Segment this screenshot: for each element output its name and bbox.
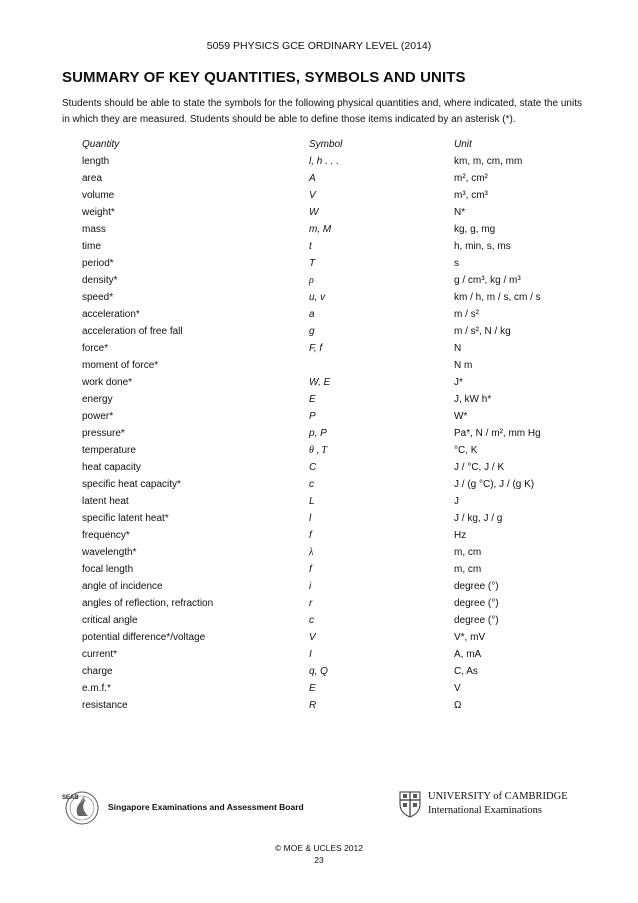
symbol-cell: c [309, 615, 314, 626]
unit-cell: A, mA [454, 649, 482, 660]
table-row [82, 428, 552, 445]
table-row [82, 156, 552, 173]
symbol-cell: g [309, 326, 315, 337]
table-row [82, 479, 552, 496]
table-row [82, 343, 552, 360]
unit-cell: J [454, 496, 459, 507]
quantity-cell: moment of force* [82, 360, 159, 371]
symbol-cell: L [309, 496, 315, 507]
unit-cell: N* [454, 207, 466, 218]
table-row [82, 241, 552, 258]
quantity-cell: power* [82, 411, 114, 422]
quantity-cell: length [82, 156, 110, 167]
unit-cell: h, min, s, ms [454, 241, 511, 252]
unit-cell: km, m, cm, mm [454, 156, 523, 167]
table-row [82, 258, 552, 275]
symbol-cell: A [309, 173, 316, 184]
quantity-cell: critical angle [82, 615, 138, 626]
cambridge-name: UNIVERSITY of CAMBRIDGE [428, 791, 568, 802]
table-row [82, 666, 552, 683]
symbol-cell: f [309, 530, 312, 541]
copyright-notice: © MOE & UCLES 2012 [275, 843, 363, 853]
unit-cell: m, cm [454, 564, 482, 575]
symbol-cell: E [309, 394, 316, 405]
symbol-cell: f [309, 564, 312, 575]
symbol-cell: V [309, 190, 316, 201]
quantity-cell: area [82, 173, 103, 184]
symbol-cell: V [309, 632, 316, 643]
quantity-cell: acceleration of free fall [82, 326, 183, 337]
quantity-cell: period* [82, 258, 114, 269]
table-row [82, 700, 552, 717]
table-row [82, 411, 552, 428]
symbol-cell: T [309, 258, 316, 269]
quantity-cell: pressure* [82, 428, 125, 439]
symbol-cell: i [309, 581, 312, 592]
quantity-cell: density* [82, 275, 118, 286]
table-row [82, 581, 552, 598]
table-row [82, 275, 552, 292]
quantity-cell: temperature [82, 445, 136, 456]
unit-cell: m, cm [454, 547, 482, 558]
quantity-cell: acceleration* [82, 309, 140, 320]
quantity-cell: angles of reflection, refraction [82, 598, 214, 609]
unit-cell: Hz [454, 530, 467, 541]
quantity-cell: angle of incidence [82, 581, 163, 592]
table-row [82, 598, 552, 615]
header-symbol: Symbol [309, 139, 343, 150]
quantity-cell: focal length [82, 564, 134, 575]
quantities-table [82, 139, 552, 717]
seab-logo-text: SEAB [62, 795, 79, 801]
symbol-cell: C [309, 462, 317, 473]
symbol-cell: θ , T [309, 445, 327, 456]
table-row [82, 615, 552, 632]
seab-branding [60, 786, 320, 826]
symbol-cell: l, h . . . [309, 156, 340, 167]
unit-cell: C, As [454, 666, 478, 677]
table-row [82, 394, 552, 411]
symbol-cell: m, M [309, 224, 332, 235]
quantity-cell: specific heat capacity* [82, 479, 181, 490]
unit-cell: N m [454, 360, 473, 371]
unit-cell: J / kg, J / g [454, 513, 503, 524]
quantity-cell: volume [82, 190, 115, 201]
unit-cell: W* [454, 411, 468, 422]
symbol-cell: W [309, 207, 319, 218]
seab-logo-icon [60, 786, 106, 826]
quantity-cell: resistance [82, 700, 128, 711]
symbol-cell: a [309, 309, 315, 320]
quantity-cell: time [82, 241, 101, 252]
symbol-cell: u, v [309, 292, 326, 303]
symbol-cell: q, Q [309, 666, 328, 677]
quantity-cell: specific latent heat* [82, 513, 169, 524]
unit-cell: N [454, 343, 462, 354]
page-number: 23 [314, 855, 324, 865]
quantity-cell: speed* [82, 292, 114, 303]
unit-cell: m / s² [454, 309, 479, 320]
quantity-cell: frequency* [82, 530, 130, 541]
table-row [82, 207, 552, 224]
symbol-cell: F, f [309, 343, 323, 354]
symbol-cell: I [309, 649, 312, 660]
unit-cell: degree (°) [454, 581, 499, 592]
quantity-cell: e.m.f.* [82, 683, 111, 694]
unit-cell: J / (g °C), J / (g K) [454, 479, 535, 490]
quantity-cell: charge [82, 666, 113, 677]
unit-cell: m³, cm³ [454, 190, 488, 201]
unit-cell: Pa*, N / m², mm Hg [454, 428, 541, 439]
table-row [82, 224, 552, 241]
table-row [82, 292, 552, 309]
symbol-cell: λ [309, 547, 314, 558]
unit-cell: s [454, 258, 459, 269]
seab-name: Singapore Examinations and Assessment Board [108, 802, 304, 812]
symbol-cell: W, E [309, 377, 331, 388]
quantity-cell: current* [82, 649, 118, 660]
header-quantity: Quantity [82, 139, 120, 150]
quantity-cell: force* [82, 343, 109, 354]
cambridge-subtitle: International Examinations [428, 805, 543, 816]
table-row [82, 462, 552, 479]
symbol-cell: E [309, 683, 316, 694]
table-body [82, 156, 552, 717]
quantity-cell: wavelength* [82, 547, 137, 558]
unit-cell: km / h, m / s, cm / s [454, 292, 541, 303]
table-row [82, 445, 552, 462]
cambridge-branding [398, 790, 568, 820]
quantity-cell: potential difference*/voltage [82, 632, 206, 643]
quantity-cell: energy [82, 394, 113, 405]
table-row [82, 530, 552, 547]
quantity-cell: heat capacity [82, 462, 141, 473]
table-row [82, 632, 552, 649]
table-row [82, 513, 552, 530]
symbol-cell: p, P [309, 428, 327, 439]
quantity-cell: latent heat [82, 496, 129, 507]
unit-cell: V*, mV [454, 632, 486, 643]
unit-cell: degree (°) [454, 598, 499, 609]
quantity-cell: mass [82, 224, 106, 235]
symbol-cell: l [309, 513, 312, 524]
table-row [82, 190, 552, 207]
page-header: 5059 PHYSICS GCE ORDINARY LEVEL (2014) [206, 40, 432, 52]
quantity-cell: work done* [82, 377, 133, 388]
table-row [82, 309, 552, 326]
symbol-cell: R [309, 700, 317, 711]
symbol-cell: c [309, 479, 314, 490]
unit-cell: J* [454, 377, 463, 388]
page-title: SUMMARY OF KEY QUANTITIES, SYMBOLS AND UNITS [62, 69, 466, 86]
unit-cell: °C, K [454, 445, 478, 456]
table-row [82, 173, 552, 190]
unit-cell: m², cm² [454, 173, 488, 184]
table-row [82, 564, 552, 581]
unit-cell: V [454, 683, 461, 694]
cambridge-crest-icon [398, 790, 422, 818]
unit-cell: g / cm³, kg / m³ [454, 275, 521, 286]
unit-cell: degree (°) [454, 615, 499, 626]
table-row [82, 360, 552, 377]
table-row [82, 547, 552, 564]
intro-paragraph: Students should be able to state the symbols for the following physical quantities and, where indicated, state the units in which they are measured. Students should be able to define those items indicated by an asterisk (*). [62, 98, 582, 125]
symbol-cell: r [309, 598, 313, 609]
unit-cell: J, kW h* [454, 394, 492, 405]
header-unit: Unit [454, 139, 472, 150]
table-header-row [82, 139, 552, 156]
table-row [82, 377, 552, 394]
symbol-cell: P [309, 411, 316, 422]
unit-cell: kg, g, mg [454, 224, 496, 235]
quantity-cell: weight* [82, 207, 115, 218]
table-row [82, 649, 552, 666]
table-row [82, 496, 552, 513]
table-row [82, 683, 552, 700]
unit-cell: m / s², N / kg [454, 326, 511, 337]
unit-cell: Ω [454, 700, 462, 711]
unit-cell: J / °C, J / K [454, 462, 505, 473]
table-row [82, 326, 552, 343]
symbol-cell: t [309, 241, 312, 252]
symbol-cell: ρ [309, 275, 314, 286]
